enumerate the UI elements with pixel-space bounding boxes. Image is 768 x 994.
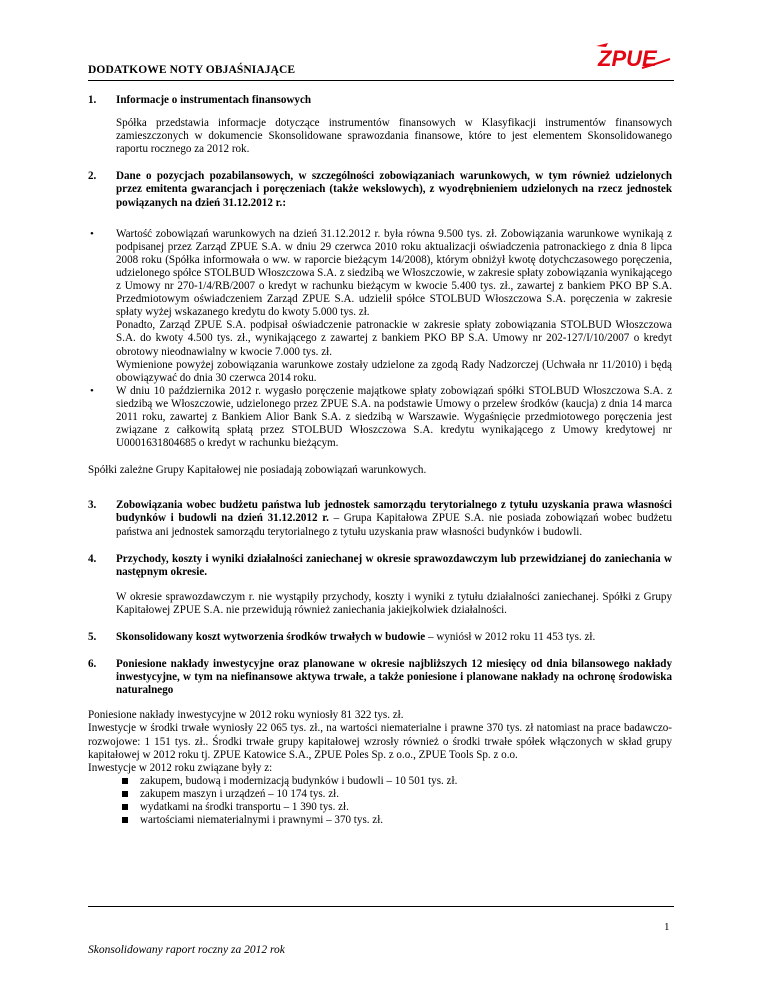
list-item: zakupem maszyn i urządzeń – 10 174 tys. zł. xyxy=(120,788,672,801)
section-title: Informacje o instrumentach finansowych xyxy=(116,94,312,106)
paragraph: Inwestycje w środki trwałe wyniosły 22 065 tys. zł., na wartości niematerialne i prawne 370 tys. zł natomiast na prace badawczo-rozwojowe: 1 151 tys. zł.. Środki trwałe grupy kapitałowej wzrosły również o środki trwałe spółek włączonych w skład grupy kapitałowej w 2012 roku tj. ZPUE Katowice S.A., ZPUE Poles Sp. z o.o., ZPUE Tools Sp. z o.o. xyxy=(88,722,672,761)
square-bullet-icon xyxy=(122,778,128,784)
bullet-icon: • xyxy=(90,384,94,397)
section-2 xyxy=(88,170,672,209)
list-item xyxy=(88,385,672,450)
bullet-text-continued: Wymienione powyżej zobowiązania warunkowe zostały udzielone za zgodą Rady Nadzorczej (Uchwała nr 11/2010) i będą obowiązywać do dnia 30 czerwca 2014 roku. xyxy=(116,358,672,384)
section-body: – Grupa Kapitałowa ZPUE S.A. nie posiada zobowiązań wobec budżetu państwa ani jednostek samorządu terytorialnego z tytułu uzyskania praw własności budynków i budowli. xyxy=(116,512,673,538)
bullet-text-continued: Ponadto, Zarząd ZPUE S.A. podpisał oświadczenie patronackie w zakresie spłaty zobowiązania STOLBUD Włoszczowa S.A. do kwoty 4.500 tys. zł., wynikającego z zawartej z bankiem PKO BP S.A. Umowy nr 202-127/I/10/2007 o kredyt obrotowy nieodnawialny w kwocie 7.000 tys. zł. xyxy=(116,319,672,358)
section-number: 2. xyxy=(88,170,97,183)
square-bullet-icon xyxy=(122,791,128,797)
section-1 xyxy=(88,94,672,156)
header-rule xyxy=(88,80,674,81)
section-number: 6. xyxy=(88,658,97,671)
paragraph: Poniesione nakłady inwestycyjne w 2012 roku wyniosły 81 322 tys. zł. xyxy=(88,709,404,722)
paragraph: Spółki zależne Grupy Kapitałowej nie posiadają zobowiązań warunkowych. xyxy=(88,464,427,477)
logo-text: ZPUE xyxy=(598,46,657,70)
paragraph: Inwestycje w 2012 roku związane były z: xyxy=(88,761,273,774)
investment-list xyxy=(88,775,672,827)
section-number: 5. xyxy=(88,631,97,643)
bullet-list xyxy=(88,228,672,451)
page-number: 1 xyxy=(664,921,670,933)
section-title: Zobowiązania wobec budżetu państwa lub jednostek samorządu terytorialnego z tytułu uzyskania prawa własności budynków i budowli na dzień 31.12.2012 r. xyxy=(116,499,672,525)
section-body: W okresie sprawozdawczym r. nie wystąpiły przychody, koszty i wyniki z tytułu działalności zaniechanej. Spółki z Grupy Kapitałowej ZPUE S.A. nie przewidują również zaniechania jakiejkolwiek działalności. xyxy=(116,590,672,616)
section-4 xyxy=(88,553,672,617)
section-title: Poniesione nakłady inwestycyjne oraz planowane w okresie najbliższych 12 miesięcy od dnia bilansowego nakłady inwestycyjne, w tym na niefinansowe aktywa trwałe, a także poniesione i planowane nakłady na ochronę środowiska naturalnego xyxy=(116,658,672,697)
zpue-logo xyxy=(594,42,672,70)
header-title: DODATKOWE NOTY OBJAŚNIAJĄCE xyxy=(88,64,296,76)
bullet-text: W dniu 10 października 2012 r. wygasło poręczenie majątkowe spłaty zobowiązań spółki STOLBUD Włoszczowa S.A. z siedzibą we Włoszczowie, udzielonego przez ZPUE S.A. na podstawie Umowy o przelew środków (kaucja) z dnia 14 marca 2011 roku, zawartej z Bankiem Alior Bank S.A. z siedzibą w Warszawie. Wygaśnięcie przedmiotowego poręczenia jest związane z całkowitą spłatą przez STOLBUD Włoszczowa S.A. kredytu wynikającego z Umowy kredytowej nr U0001631804685 o kredyt w rachunku bieżącym. xyxy=(116,384,672,450)
list-item: zakupem, budową i modernizacją budynków i budowli – 10 501 tys. zł. xyxy=(120,775,672,788)
section-body: – wyniósł w 2012 roku 11 453 tys. zł. xyxy=(425,631,596,643)
section-number: 4. xyxy=(88,552,97,565)
list-item: wydatkami na środki transportu – 1 390 tys. zł. xyxy=(120,801,672,814)
list-item xyxy=(88,228,672,385)
square-bullet-icon xyxy=(122,817,128,823)
section-3 xyxy=(88,499,672,538)
square-bullet-icon xyxy=(122,804,128,810)
section-title: Przychody, koszty i wyniki działalności zaniechanej w okresie sprawozdawczym lub przewidzianej do zaniechania w następnym okresie. xyxy=(116,552,672,578)
content xyxy=(88,94,672,827)
section-number: 3. xyxy=(88,499,97,512)
bullet-text: Wartość zobowiązań warunkowych na dzień 31.12.2012 r. była równa 9.500 tys. zł. Zobowiązania warunkowe wynikają z podpisanej przez Zarząd ZPUE S.A. w dniu 29 czerwca 2010 roku aktualizacji oświadczenia patronackiego z dnia 8 lipca 2008 roku (Spółka informowała o ww. w raporcie bieżącym 14/2008), którym obniżył kwotę dotychczasowego poręczenia, udzielonego spółce STOLBUD Włoszczowa S.A. z siedzibą we Włoszczowie, w zakresie spłaty zobowiązania wynikającego z Umowy nr 270-1/4/RB/2007 o kredyt w rachunku bieżącym w kwocie 5.400 tys. zł., zawartej z bankiem PKO BP S.A. Przedmiotowym oświadczeniem Zarząd ZPUE S.A. udzielił spółce STOLBUD Włoszczowa S.A. poręczenia w zakresie spłaty wyżej wskazanego kredytu do kwoty 5.000 tys. zł. xyxy=(116,227,672,319)
section-5 xyxy=(88,631,672,644)
list-item: wartościami niematerialnymi i prawnymi – 370 tys. zł. xyxy=(120,814,672,827)
section-title: Skonsolidowany koszt wytworzenia środków trwałych w budowie xyxy=(116,631,426,643)
footer-rule xyxy=(88,906,674,907)
section-number: 1. xyxy=(88,94,97,106)
section-body: Spółka przedstawia informacje dotyczące instrumentów finansowych w Klasyfikacji instrumentów finansowych zamieszczonych w dokumencie Skonsolidowane sprawozdania finansowe, które to jest elementem Skonsolidowanego raportu rocznego za 2012 rok. xyxy=(116,117,672,156)
bullet-icon: • xyxy=(90,227,94,240)
section-6 xyxy=(88,658,672,697)
footer-text: Skonsolidowany raport roczny za 2012 rok xyxy=(88,944,285,956)
section-title: Dane o pozycjach pozabilansowych, w szczególności zobowiązaniach warunkowych, w tym również udzielonych przez emitenta gwarancjach i poręczeniach (także wekslowych), z wyodrębnieniem udzielonych na rzecz jednostek powiązanych na dzień 31.12.2012 r.: xyxy=(116,170,672,209)
